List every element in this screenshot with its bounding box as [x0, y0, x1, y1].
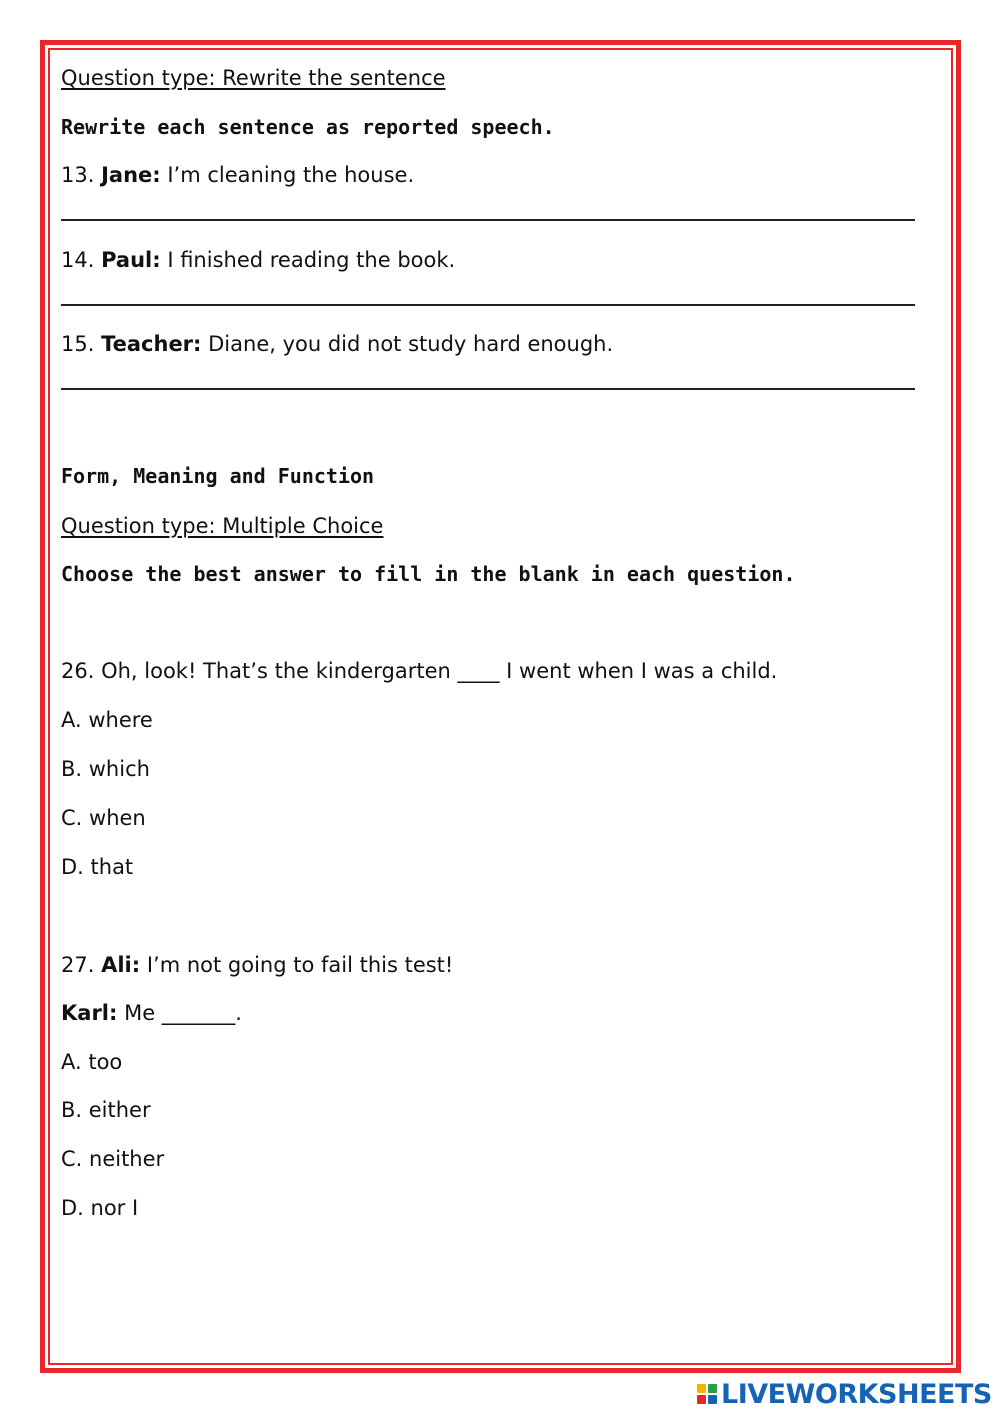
logo-blocks-icon	[697, 1384, 717, 1404]
question-14	[61, 246, 455, 274]
question-number: 14.	[61, 248, 95, 272]
dialogue-text: Me _______.	[124, 1001, 242, 1025]
question-15	[61, 330, 613, 358]
speaker-label: Paul:	[101, 248, 161, 272]
logo-text: LIVEWORKSHEETS	[721, 1378, 992, 1410]
answer-line-15[interactable]	[61, 388, 915, 390]
logo-block	[708, 1395, 717, 1404]
option-27-c[interactable]: C. neither	[61, 1147, 165, 1171]
instruction-multiple-choice: Choose the best answer to fill in the blank in each question.	[61, 562, 796, 586]
question-number: 15.	[61, 332, 95, 356]
speaker-label: Teacher:	[101, 332, 202, 356]
section-heading: Form, Meaning and Function	[61, 464, 375, 488]
logo-block	[697, 1384, 706, 1393]
question-text: I’m cleaning the house.	[167, 163, 415, 187]
question-27-line1	[61, 951, 453, 979]
option-27-a[interactable]: A. too	[61, 1050, 123, 1074]
answer-line-14[interactable]	[61, 304, 915, 306]
question-13	[61, 161, 414, 189]
option-26-c[interactable]: C. when	[61, 806, 146, 830]
option-27-d[interactable]: D. nor I	[61, 1196, 139, 1220]
question-26: 26. Oh, look! That’s the kindergarten ____ I went when I was a child.	[61, 659, 778, 683]
option-26-d[interactable]: D. that	[61, 855, 134, 879]
question-text: Diane, you did not study hard enough.	[208, 332, 614, 356]
liveworksheets-logo	[697, 1376, 992, 1412]
answer-line-13[interactable]	[61, 219, 915, 221]
option-26-b[interactable]: B. which	[61, 757, 150, 781]
question-type-rewrite: Question type: Rewrite the sentence	[61, 66, 446, 90]
speaker-label: Karl:	[61, 1001, 118, 1025]
speaker-label: Jane:	[101, 163, 161, 187]
question-27-line2	[61, 999, 242, 1027]
option-27-b[interactable]: B. either	[61, 1098, 151, 1122]
speaker-label: Ali:	[101, 953, 141, 977]
question-number: 13.	[61, 163, 95, 187]
question-type-multiple-choice: Question type: Multiple Choice	[61, 514, 384, 538]
question-text: I finished reading the book.	[167, 248, 456, 272]
logo-block	[697, 1395, 706, 1404]
question-number: 27.	[61, 953, 95, 977]
option-26-a[interactable]: A. where	[61, 708, 153, 732]
instruction-rewrite: Rewrite each sentence as reported speech.	[61, 115, 555, 139]
logo-block	[708, 1384, 717, 1393]
dialogue-text: I’m not going to fail this test!	[146, 953, 454, 977]
